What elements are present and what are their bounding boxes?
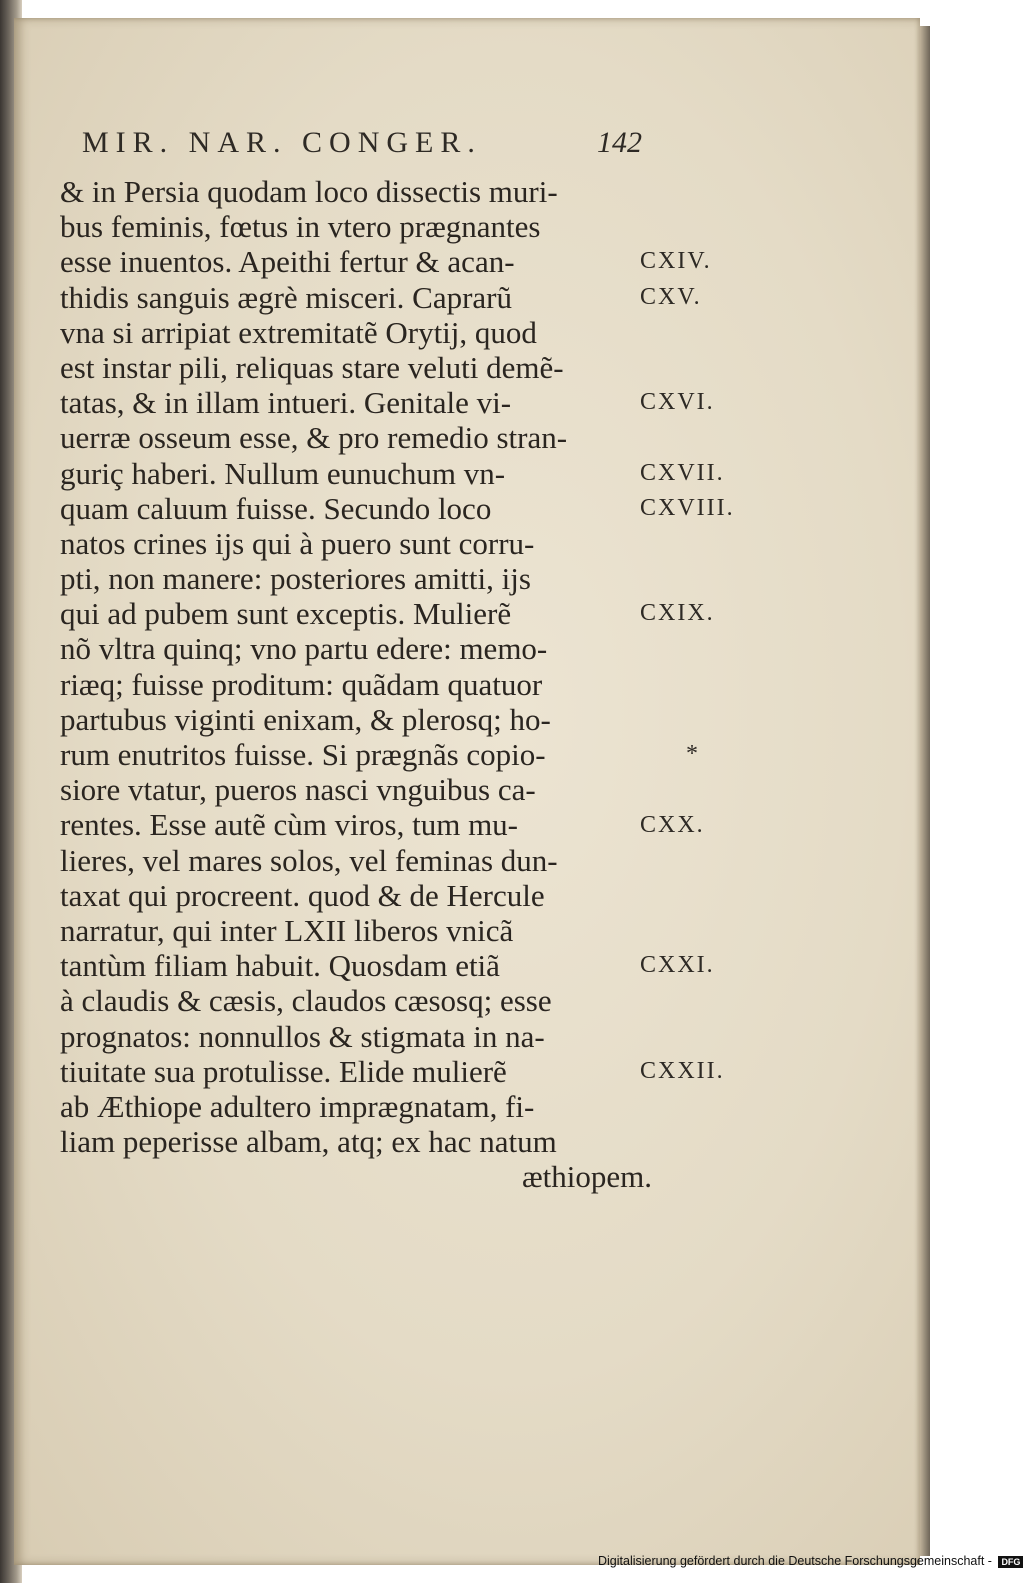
text-line: vna si arripiat extremitatẽ Orytij, quod — [60, 314, 537, 350]
margin-note: CXIV. — [640, 248, 712, 275]
text-line: rum enutritos fuisse. Si prægnãs copio- — [60, 737, 546, 772]
text-line: guriç haberi. Nullum eunuchum vn- — [60, 455, 506, 491]
text-line: natos crines ijs qui à puero sunt corru- — [60, 525, 535, 561]
text-line: tiuitate sua protulisse. Elide mulierẽ — [60, 1053, 507, 1089]
text-line: thidis sanguis ægrè misceri. Caprarũ — [60, 279, 512, 315]
text-line: siore vtatur, pueros nasci vnguibus ca- — [60, 772, 536, 808]
text-line: liam peperisse albam, atq; ex hac natum — [60, 1124, 557, 1160]
text-line: pti, non manere: posteriores amitti, ijs — [60, 561, 531, 597]
margin-note: CXV. — [640, 283, 702, 310]
text-line: à claudis & cæsis, claudos cæsosq; esse — [60, 983, 552, 1019]
page-number: 142 — [597, 126, 642, 159]
credit-text: Digitalisierung gefördert durch die Deutsche Forschungsgemeinschaft - — [598, 1554, 992, 1568]
text-line: rentes. Esse autẽ cùm viros, tum mu- — [60, 807, 519, 843]
footer-credit — [598, 1554, 1021, 1576]
margin-note: CXVI. — [640, 389, 715, 416]
body-text — [60, 174, 660, 1194]
text-line: taxat qui procreent. quod & de Hercule — [60, 877, 545, 913]
text-line: bus feminis, fœtus in vtero prægnantes — [60, 209, 541, 245]
margin-note: * — [686, 741, 700, 768]
text-line: narratur, qui inter LXII liberos vnicã — [60, 912, 514, 948]
text-line: tantùm filiam habuit. Quosdam etiã — [60, 948, 500, 984]
text-line: quam caluum fuisse. Secundo loco — [60, 490, 492, 526]
page-edge — [920, 26, 930, 1556]
margin-note: CXX. — [640, 811, 705, 838]
text-line: prognatos: nonnullos & stigmata in na- — [60, 1018, 545, 1054]
text-line: tatas, & in illam intueri. Genitale vi- — [60, 385, 512, 421]
text-line: ab Æthiope adultero imprægnatam, fi- — [60, 1088, 535, 1124]
margin-note: CXVII. — [640, 459, 725, 486]
text-line: est instar pili, reliquas stare veluti demẽ- — [60, 349, 564, 385]
text-line: esse inuentos. Apeithi fertur & acan- — [60, 244, 515, 280]
text-line: uerræ osseum esse, & pro remedio stran- — [60, 420, 568, 456]
text-line: lieres, vel mares solos, vel feminas dun- — [60, 842, 558, 878]
margin-note: CXXII. — [640, 1058, 725, 1084]
text-line: & in Persia quodam loco dissectis muri- — [60, 174, 558, 209]
margin-note: CXVIII. — [640, 494, 735, 521]
text-line: partubus viginti enixam, & plerosq; ho- — [60, 701, 551, 737]
text-line: æthiopem. — [521, 1159, 652, 1195]
text-line: qui ad pubem sunt exceptis. Mulierẽ — [60, 596, 512, 632]
running-title: MIR. NAR. CONGER. — [82, 126, 482, 159]
margin-note: CXXI. — [640, 952, 715, 979]
text-line: nõ vltra quinq; vno partu edere: memo- — [60, 631, 548, 667]
dfg-logo: DFG — [998, 1556, 1023, 1568]
text-line: riæq; fuisse proditum: quãdam quatuor — [60, 666, 543, 702]
margin-note: CXIX. — [640, 600, 715, 627]
running-header — [82, 126, 642, 166]
